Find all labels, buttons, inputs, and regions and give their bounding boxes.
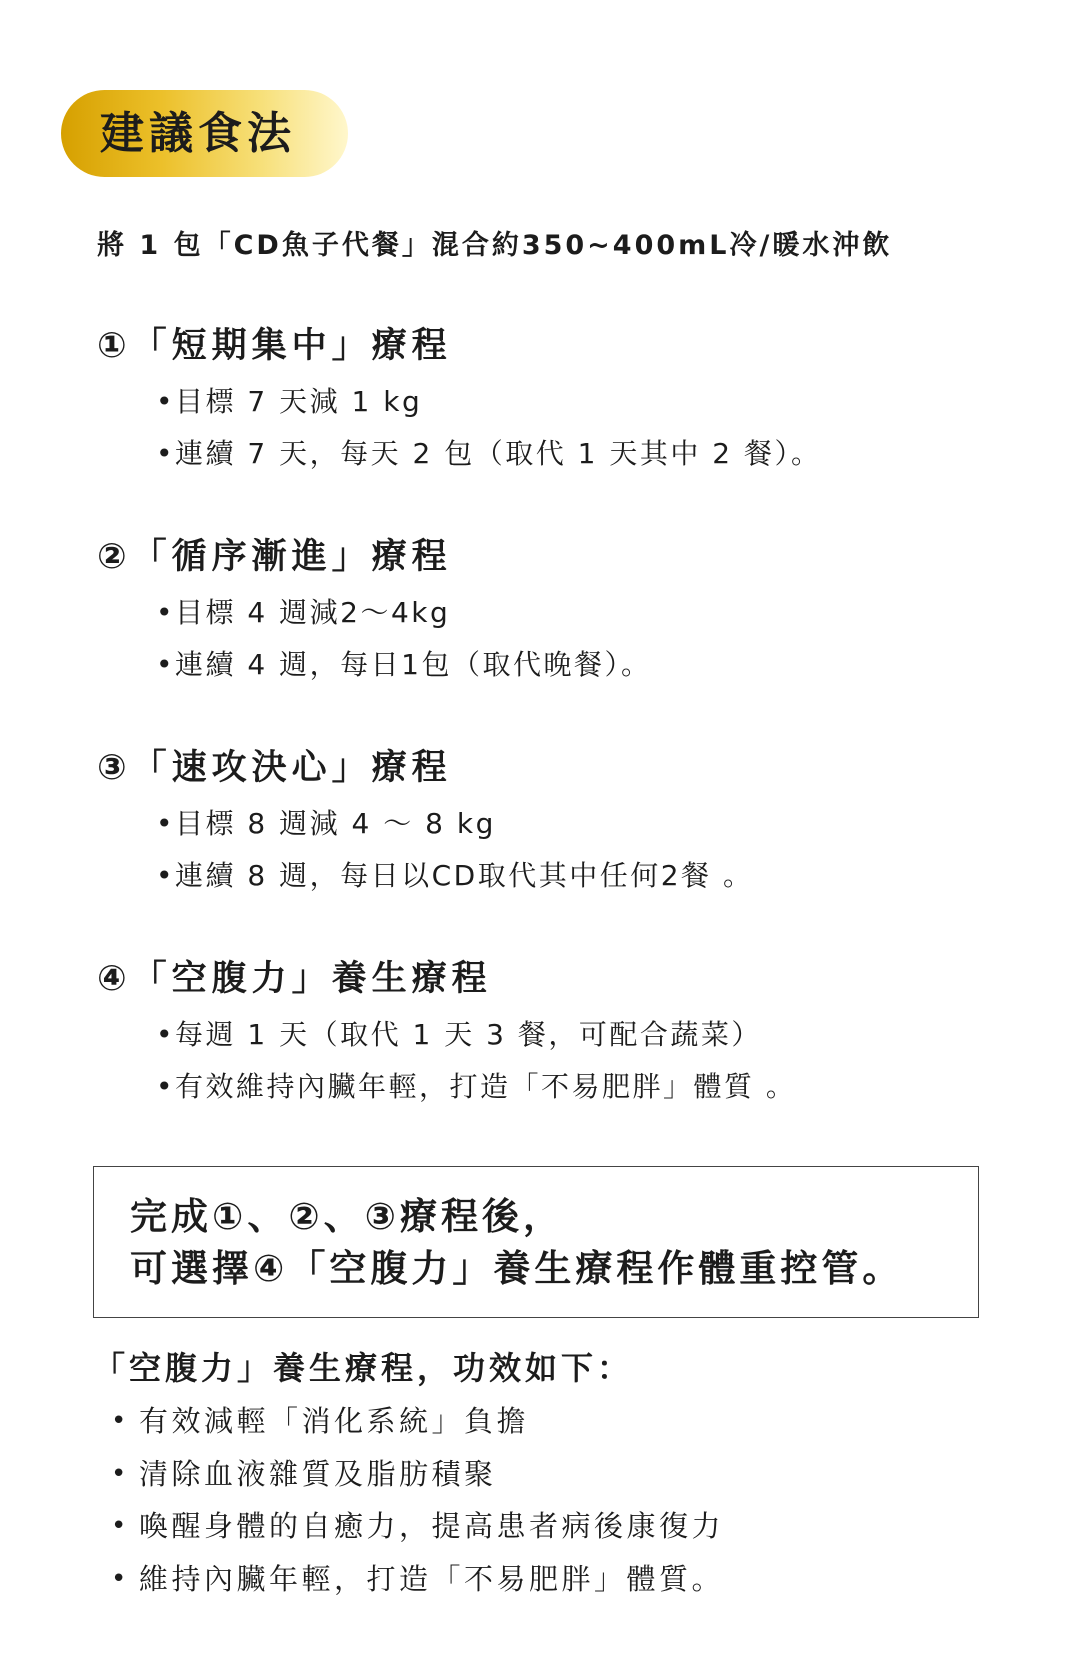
benefits-list: [111, 1395, 724, 1605]
summary-box: [93, 1166, 979, 1318]
program-heading: ①「短期集中」療程: [97, 326, 452, 366]
program-item: •目標 7 天減 1 kg: [156, 385, 423, 418]
program-gradual: [97, 535, 821, 691]
summary-line-1: 完成①、②、③療程後，: [130, 1195, 564, 1238]
benefit-text: 有效減輕「消化系統」負擔: [139, 1404, 530, 1438]
program-item: •連續 8 週，每日以CD取代其中任何2餐 。: [156, 859, 754, 892]
program-item: •連續 7 天，每天 2 包（取代 1 天其中 2 餐）。: [156, 437, 822, 470]
benefit-text: 清除血液雜質及脂肪積聚: [139, 1456, 497, 1491]
bullet-icon: •: [111, 1458, 127, 1489]
bullet-icon: •: [111, 1406, 127, 1436]
benefit-item: [111, 1448, 724, 1501]
title-pill: [61, 90, 348, 177]
program-rapid: [97, 746, 821, 902]
program-list: [97, 324, 821, 1113]
benefit-text: 喚醒身體的自癒力，提高患者病後康復力: [139, 1509, 725, 1543]
program-short-term: [97, 324, 821, 480]
program-heading: ④「空腹力」養生療程: [97, 959, 492, 999]
program-items: [156, 1009, 821, 1113]
program-heading: ②「循序漸進」療程: [97, 537, 452, 577]
benefit-text: 維持內臟年輕，打造「不易肥胖」體質。: [139, 1561, 725, 1596]
program-item: •目標 4 週減2～4kg: [156, 596, 451, 629]
program-items: [156, 587, 821, 691]
program-fasting: [97, 957, 821, 1113]
benefits-heading: 「空腹力」養生療程，功效如下：: [93, 1349, 634, 1387]
benefit-item: [111, 1395, 724, 1448]
page-title: 建議食法: [100, 107, 296, 159]
program-items: [156, 798, 821, 902]
program-item: •有效維持內臟年輕，打造「不易肥胖」體質 。: [156, 1070, 797, 1103]
program-item: •每週 1 天（取代 1 天 3 餐，可配合蔬菜）: [156, 1018, 762, 1051]
benefit-item: [111, 1500, 724, 1553]
program-item: •連續 4 週，每日1包（取代晚餐）。: [156, 648, 652, 681]
program-item: •目標 8 週減 4 ～ 8 kg: [156, 807, 496, 840]
bullet-icon: •: [111, 1511, 127, 1541]
program-items: [156, 376, 821, 480]
summary-line-2: 可選擇④「空腹力」養生療程作體重控管。: [130, 1247, 904, 1290]
intro-instruction: 將 1 包「CD魚子代餐」混合約350~400mL冷/暖水沖飲: [97, 230, 893, 261]
benefits-section: [93, 1346, 724, 1605]
benefit-item: [111, 1553, 724, 1606]
bullet-icon: •: [111, 1563, 127, 1594]
program-heading: ③「速攻決心」療程: [97, 748, 452, 788]
